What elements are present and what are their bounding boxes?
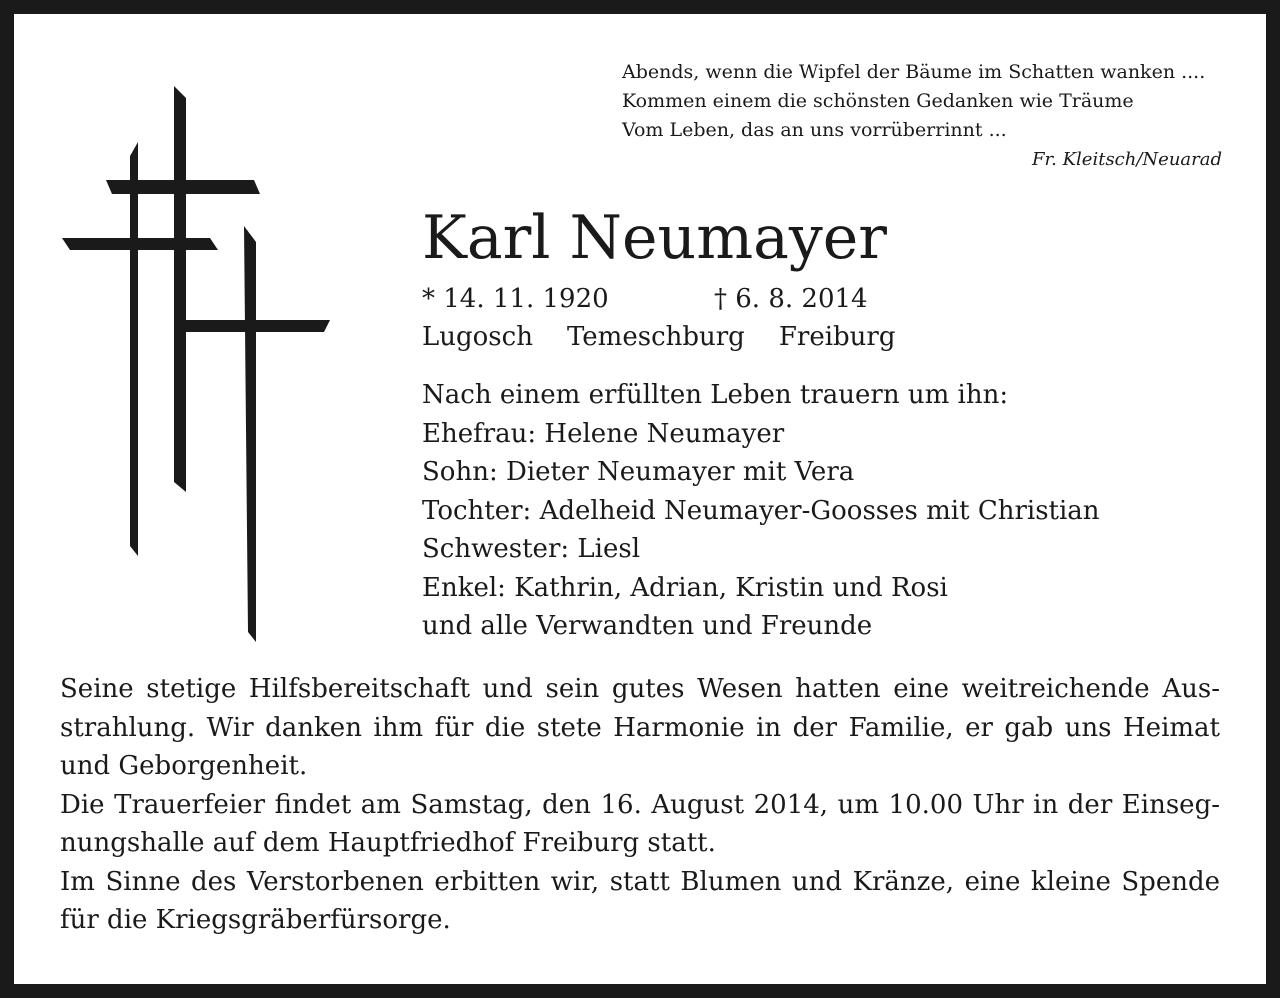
- life-places: [422, 318, 929, 356]
- mourner-line: Enkel: Kathrin, Adrian, Kristin und Rosi: [422, 572, 948, 603]
- mourner-line: Schwester: Liesl: [422, 534, 641, 564]
- body-line: nungshalle auf dem Hauptfriedhof Freiburg statt.: [60, 828, 716, 858]
- deceased-name: Karl Neumayer: [422, 203, 887, 273]
- mourner-line: Ehefrau: Helene Neumayer: [422, 418, 785, 449]
- poem-line: Vom Leben, das an uns vorrüberrinnt ...: [622, 119, 1007, 141]
- mourners-list: [422, 376, 1100, 646]
- poem-author: Fr. Kleitsch/Neuarad: [1032, 149, 1222, 170]
- body-line: Im Sinne des Verstorbenen erbitten wir, statt Blumen und Kränze, eine kleine Spende: [60, 866, 1220, 897]
- mourners-intro: Nach einem erfüllten Leben trauern um ihn:: [422, 380, 1009, 410]
- body-line: und Geborgenheit.: [60, 751, 308, 781]
- body-line: Die Trauerfeier findet am Samstag, den 16. August 2014, um 10.00 Uhr in der Einseg-: [60, 789, 1220, 820]
- memorial-poem: [622, 58, 1222, 174]
- death-date: † 6. 8. 2014: [714, 284, 868, 314]
- mourner-line: und alle Verwandten und Freunde: [422, 611, 873, 641]
- body-line: Seine stetige Hilfsbereitschaft und sein gutes Wesen hatten eine weitreichende Aus-: [60, 674, 1220, 704]
- life-dates: [422, 280, 868, 318]
- mourner-line: Tochter: Adelheid Neumayer-Goosses mit Christian: [422, 495, 1100, 526]
- three-crosses-icon: [14, 14, 354, 674]
- place-item: Lugosch: [422, 322, 533, 352]
- poem-line: Kommen einem die schönsten Gedanken wie Träume: [622, 90, 1134, 112]
- notice-body: [60, 670, 1220, 940]
- mourner-line: Sohn: Dieter Neumayer mit Vera: [422, 457, 855, 487]
- body-line: für die Kriegsgräberfürsorge.: [60, 905, 451, 935]
- poem-line: Abends, wenn die Wipfel der Bäume im Schatten wanken ....: [622, 61, 1206, 83]
- place-item: Temeschburg: [566, 322, 745, 352]
- birth-date: * 14. 11. 1920: [422, 284, 609, 314]
- body-line: strahlung. Wir danken ihm für die stete Harmonie in der Familie, er gab uns Heimat: [60, 712, 1220, 743]
- place-item: Freiburg: [778, 322, 896, 352]
